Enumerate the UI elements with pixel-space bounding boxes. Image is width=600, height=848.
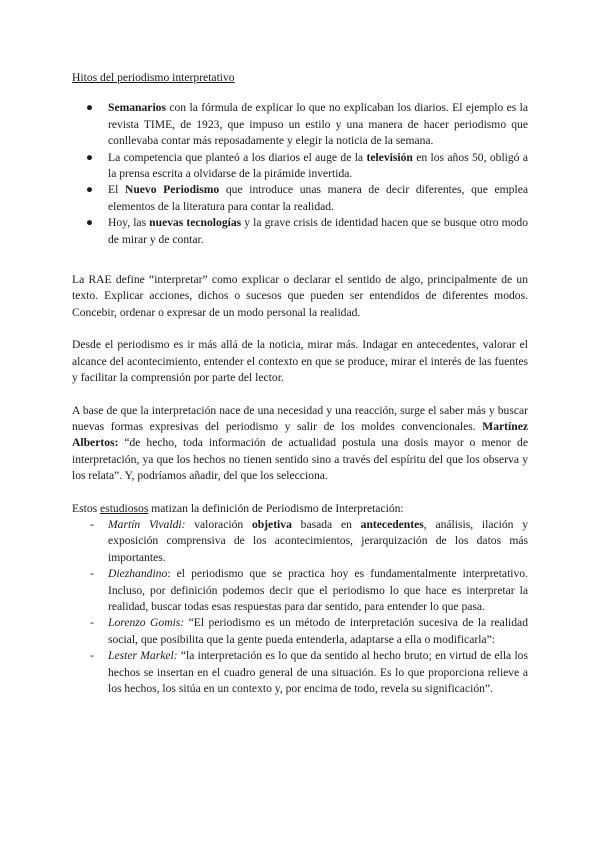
journalism-paragraph: Desde el periodismo es ir más allá de la noticia, mirar más. Indagar en antecedentes, valorar el alcance del acontecimiento, entender el contexto en que se produce, mirar el interés de las fuentes y facilitar la comprensión por parte del lector.: [72, 338, 528, 385]
item-text: valoración: [185, 517, 252, 531]
document-body: [72, 70, 528, 697]
list-item: [72, 648, 528, 697]
item-text: con la fórmula de explicar lo que no explicaban los diarios. El ejemplo es la revista TIME, de 1923, que impuso un estilo y una manera de hacer periodismo que conllevaba contar más reposadamente y elegir la noticia de la semana.: [108, 101, 528, 148]
bullet-icon: ●: [86, 101, 94, 115]
bullet-icon: ●: [86, 216, 94, 230]
scholars-list: [72, 517, 528, 697]
item-text: : el periodismo que se practica hoy es fundamentalmente interpretativo. Incluso, por definición podemos decir que el periodismo lo que hace es interpretar la realidad, buscar todas esas respuestas para dar sentido, para entender lo que pasa.: [108, 567, 528, 613]
scholars-intro: [72, 501, 528, 517]
dash-marker: -: [90, 517, 94, 531]
bold-term: Semanarios: [108, 101, 166, 115]
bold-term: nuevas tecnologías: [149, 216, 242, 230]
milestones-list: [72, 100, 528, 248]
underlined-word: estudiosos: [100, 501, 149, 515]
list-item: [72, 182, 528, 215]
bold-term: televisión: [366, 150, 413, 164]
bullet-icon: ●: [86, 150, 94, 164]
dash-marker: -: [90, 616, 94, 630]
item-text: , análisis, ilación y exposición comprensiva de los acontecimientos, jerarquización de los datos más importantes.: [108, 517, 528, 564]
paragraph-text: A base de que la interpretación nace de una necesidad y una reacción, surge el saber más y buscar nuevas formas expresivas del periodismo y salir de los moldes convencionales.: [72, 403, 528, 433]
intro-text: matizan la definición de Periodismo de Interpretación:: [148, 501, 404, 515]
list-item: [72, 100, 528, 149]
item-text: “El periodismo es un método de interpretación sucesiva de la realidad social, que posibilita que la gente pueda entenderla, adaptarse a ella o modificarla”:: [108, 616, 528, 646]
bold-term: objetiva: [251, 517, 292, 531]
rae-definition-paragraph: La RAE define “interpretar” como explicar o declarar el sentido de algo, principalmente de un texto. Explicar acciones, dichos o sucesos que pueden ser entendidos de diferentes modos. Concebir, ordenar o expresar de un modo personal la realidad.: [72, 273, 528, 319]
scholar-name: Lester Markel:: [108, 649, 178, 663]
item-text: La competencia que planteó a los diarios el auge de la: [108, 150, 367, 164]
list-item: [72, 150, 528, 183]
intro-text: Estos: [72, 501, 101, 515]
list-item: [72, 517, 528, 566]
bold-term: antecedentes: [360, 517, 424, 531]
list-item: [72, 215, 528, 248]
item-text: El: [108, 183, 125, 197]
item-text: “la interpretación es lo que da sentido al hecho bruto; en virtud de ella los hechos se insertan en el cuadro general de una situación. Es lo que proporciona relieve a los hechos, los sitúa en un contexto y, por encima de todo, revela su significación”.: [108, 649, 528, 695]
scholar-name: Lorenzo Gomis:: [108, 616, 185, 630]
list-item: [72, 615, 528, 648]
item-text: y la grave crisis de identidad hacen que se busque otro modo de mirar y de contar.: [108, 216, 529, 246]
dash-marker: -: [90, 649, 94, 663]
section-heading: Hitos del periodismo interpretativo: [72, 71, 235, 84]
quote-text: “de hecho, toda información de actualidad postula una dosis mayor o menor de interpretación, ya que los hechos no tienen sentido sino a través del espíritu del que los observa y los relata”. Y, podríamos añadir, del que los selecciona.: [72, 436, 528, 483]
scholar-name: Diezhandino: [108, 567, 168, 581]
item-text: que introduce unas manera de decir diferentes, que emplea elementos de la literatura para contar la realidad.: [108, 183, 528, 213]
item-text: basada en: [291, 517, 361, 531]
interpretation-origin-paragraph: [72, 403, 528, 485]
bold-term: Nuevo Periodismo: [124, 183, 220, 197]
list-item: [72, 566, 528, 615]
scholar-name: Martín Vivaldi:: [108, 517, 186, 531]
dash-marker: -: [90, 567, 94, 581]
bullet-icon: ●: [86, 183, 94, 197]
author-name: Martínez Albertos:: [72, 419, 528, 450]
item-text: Hoy, las: [108, 216, 150, 230]
item-text: en los años 50, obligó a la prensa escrita a olvidarse de la pirámide invertida.: [108, 150, 528, 181]
